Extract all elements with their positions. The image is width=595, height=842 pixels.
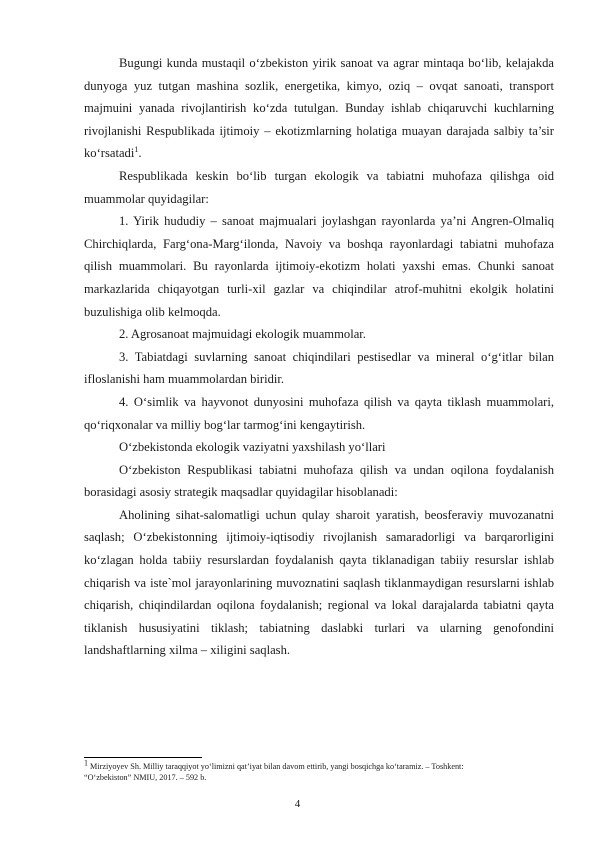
paragraph-problem-3: 3. Tabiatdagi suvlarning sanoat chiqindilari pestisedlar va mineral o‘g‘itlar bilan ifloslanishi ham muammolardan biridir. [84, 349, 554, 387]
paragraph-text: Bugungi kunda mustaqil o‘zbekiston yirik sanoat va agrar mintaqa bo‘lib, kelajakda dunyoga yuz tutgan mashina sozlik, energetika, kimyo, oziq – ovqat sanoati, transport majmuini yanada rivojlantirish ko‘zda tutulgan. Bunday ishlab chiqaruvchi kuchlarning rivojlanishi Respublikada ijtimoiy – ekotizmlarning holatiga muayan darajada salbiy ta’sir ko‘rsatadi [84, 56, 554, 161]
footnote-line [84, 772, 554, 783]
paragraph-problem-2: 2. Agrosanoat majmuidagi ekologik muammolar. [119, 327, 366, 342]
paragraph-problem-1: 1. Yirik hududiy – sanoat majmualari joylashgan rayonlarda ya’ni Angren-Olmaliq Chirchiqlarda, Farg‘ona-Marg‘ilonda, Navoiy va boshqa rayonlardagi tabiatni muhofaza qilish muammolari. Bu rayonlarda ijtimoiy-ekotizm holati yaxshi emas. Chunki sanoat markazlarida chiqayotgan turli-xil gazlar va chiqindilar atrof-muhitni ekolgik holatini buzulishiga olib kelmoqda. [84, 214, 554, 319]
footnote-reference[interactable]: 1 [134, 145, 139, 155]
footnote-text-2: “O‘zbekiston” NMIU, 2017. – 592 b. [84, 773, 207, 782]
footnote-divider [84, 757, 202, 758]
section-heading: O‘zbekistonda ekologik vaziyatni yaxshilash yo‘llari [119, 440, 386, 455]
paragraph-strategy-goals: Aholining sihat-salomatligi uchun qulay sharoit yaratish, beosferaviy muvozanatni saqlash; O‘zbekistonning ijtimoiy-iqtisodiy rivojlanish samaradorligi va barqarorligini ko‘zlagan holda tabiiy resurslardan foydalanish qayta tiklanadigan tabiiy resurslar ishlab chiqarish va iste`mol jarayonlarining muvoznatini saqlash tiklanmaydigan resurslarni ishlab chiqarish, chiqindilardan oqilona foydalanish; regional va lokal darajalarda tabiatni qayta tiklanish hususiyatini tiklash; tabiatning daslabki turlari va ularning genofondini landshaftlarning xilma – xiligini saqlash. [84, 507, 554, 658]
paragraph-intro: Bugungi kunda mustaqil o‘zbekiston yirik sanoat va agrar mintaqa bo‘lib, kelajakda dunyoga yuz tutgan mashina sozlik, energetika, kimyo, oziq – ovqat sanoati, transport majmuini yanada rivojlantirish ko‘zda tutulgan. Bunday ishlab chiqaruvchi kuchlarning rivojlanishi Respublikada ijtimoiy – ekotizmlarning holatiga muayan darajada salbiy ta’sir ko‘rsatadi$^1$. [84, 56, 554, 161]
paragraph-strategy-lead: O‘zbekiston Respublikasi tabiatni muhofaza qilish va undan oqilona foydalanish borasidagi asosiy strategik maqsadlar quyidagilar hisoblanadi: [84, 462, 554, 500]
document-body [84, 52, 554, 662]
footnote-text-1: Mirziyoyev Sh. Milliy taraqqiyot yo‘limizni qat’iyat bilan davom ettirib, yangi bosqichga ko‘taramiz. – Toshkent: [90, 762, 464, 771]
footnote [84, 758, 554, 783]
paragraph-problem-4: 4. O‘simlik va hayvonot dunyosini muhofaza qilish va qayta tiklash muammolari, qo‘riqxonalar va milliy bog‘lar tarmog‘ini kengaytirish. [84, 394, 554, 432]
paragraph-problems-lead: Respublikada keskin bo‘lib turgan ekologik va tabiatni muhofaza qilishga oid muammolar quyidagilar: [84, 168, 554, 206]
page-number: 4 [294, 798, 301, 810]
footnote-line [84, 758, 554, 772]
footnote-marker: 1 [84, 758, 88, 768]
